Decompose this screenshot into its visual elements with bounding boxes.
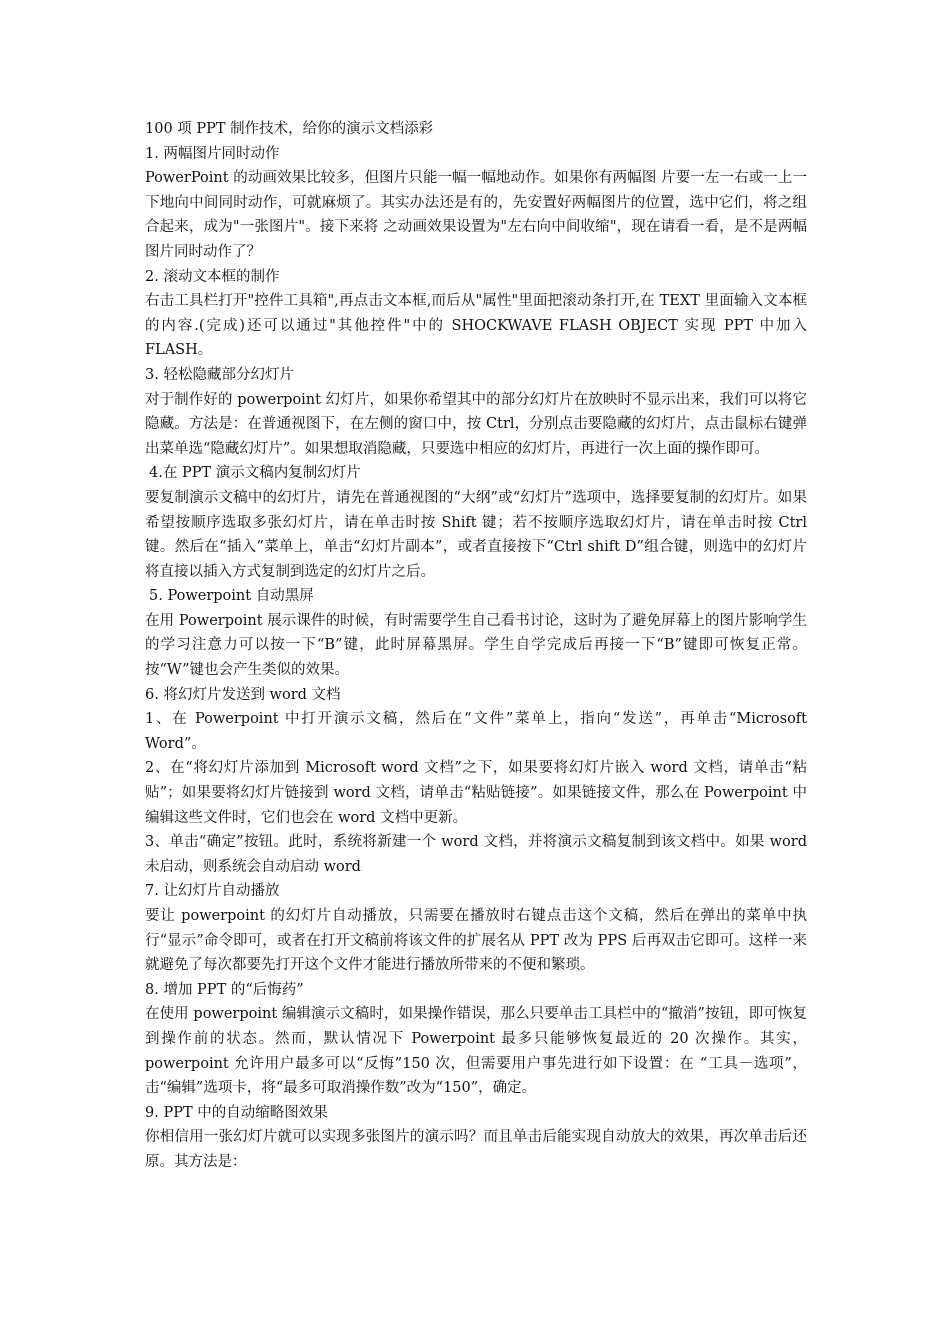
paragraph: 2、在“将幻灯片添加到 Microsoft word 文档”之下，如果要将幻灯片嵌入 word 文档，请单击“粘贴”；如果要将幻灯片链接到 word 文档，请单击“粘贴链接”。如果链接文件，那么在 Powerpoint 中编辑这些文件时，它们也会在 word 文档中更新。: [145, 760, 807, 826]
paragraph: 3、单击“确定”按钮。此时，系统将新建一个 word 文档，并将演示文稿复制到该文档中。如果 word 未启动，则系统会自动启动 word: [145, 834, 807, 875]
paragraph: 对于制作好的 powerpoint 幻灯片，如果你希望其中的部分幻灯片在放映时不显示出来，我们可以将它隐藏。方法是：在普通视图下，在左侧的窗口中，按 Ctrl，分别点击要隐藏的幻灯片，点击鼠标右键弹出菜单选“隐藏幻灯片”。如果想取消隐藏，只要选中相应的幻灯片，再进行一次上面的操作即可。: [145, 391, 807, 457]
section-heading-1: 1. 两幅图片同时动作: [145, 145, 280, 162]
document-body: [145, 117, 807, 1175]
section-heading-2: 2. 滚动文本框的制作: [145, 268, 280, 285]
paragraph: PowerPoint 的动画效果比较多，但图片只能一幅一幅地动作。如果你有两幅图 片要一左一右或一上一下地向中间同时动作，可就麻烦了。其实办法还是有的，先安置好两幅图片的位置，选中它们，将之组合起来，成为"一张图片"。接下来将 之动画效果设置为"左右向中间收缩"，现在请看一看，是不是两幅图片同时动作了？: [145, 170, 807, 260]
paragraph: 右击工具栏打开"控件工具箱",再点击文本框,而后从"属性"里面把滚动条打开,在 TEXT 里面输入文本框的内容.(完成)还可以通过"其他控件"中的 SHOCKWAVE FLASH OBJECT 实现 PPT 中加入 FLASH。: [145, 293, 807, 359]
paragraph: 1、在 Powerpoint 中打开演示文稿，然后在“文件”菜单上，指向“发送”，再单击“Microsoft Word”。: [145, 711, 807, 752]
paragraph: 在用 Powerpoint 展示课件的时候，有时需要学生自己看书讨论，这时为了避免屏幕上的图片影响学生的学习注意力可以按一下“B”键，此时屏幕黑屏。学生自学完成后再接一下“B”键即可恢复正常。按“W”键也会产生类似的效果。: [145, 612, 807, 679]
section-heading-9: 9. PPT 中的自动缩略图效果: [145, 1104, 328, 1121]
document-title: 100 项 PPT 制作技术，给你的演示文档添彩: [145, 121, 434, 137]
section-heading-4: 4.在 PPT 演示文稿内复制幻灯片: [149, 465, 361, 482]
section-heading-3: 3. 轻松隐藏部分幻灯片: [145, 366, 294, 383]
paragraph: 在使用 powerpoint 编辑演示文稿时，如果操作错误，那么只要单击工具栏中的“撤消”按钮，即可恢复到操作前的状态。然而，默认情况下 Powerpoint 最多只能够恢复最近的 20 次操作。其实，powerpoint 允许用户最多可以“反悔”150 次，但需要用户事先进行如下设置：在 “工具－选项”，击“编辑”选项卡，将“最多可取消操作数”改为“150”，确定。: [145, 1006, 807, 1097]
section-heading-7: 7. 让幻灯片自动播放: [145, 883, 280, 900]
section-heading-8: 8. 增加 PPT 的“后悔药”: [145, 981, 304, 998]
paragraph: 要让 powerpoint 的幻灯片自动播放，只需要在播放时右键点击这个文稿，然后在弹出的菜单中执行“显示”命令即可，或者在打开文稿前将该文件的扩展名从 PPT 改为 PPS 后再双击它即可。这样一来就避免了每次都要先打开这个文件才能进行播放所带来的不便和繁琐。: [145, 908, 807, 974]
section-heading-6: 6. 将幻灯片发送到 word 文档: [145, 686, 341, 703]
paragraph: 要复制演示文稿中的幻灯片，请先在普通视图的“大纲”或“幻灯片”选项中，选择要复制的幻灯片。如果希望按顺序选取多张幻灯片，请在单击时按 Shift 键；若不按顺序选取幻灯片，请在单击时按 Ctrl 键。然后在“插入”菜单上，单击“幻灯片副本”，或者直接按下“Ctrl shift D”组合键，则选中的幻灯片将直接以插入方式复制到选定的幻灯片之后。: [145, 489, 807, 580]
section-heading-5: 5. Powerpoint 自动黑屏: [149, 588, 314, 605]
paragraph: 你相信用一张幻灯片就可以实现多张图片的演示吗？而且单击后能实现自动放大的效果，再次单击后还原。其方法是：: [145, 1129, 807, 1170]
